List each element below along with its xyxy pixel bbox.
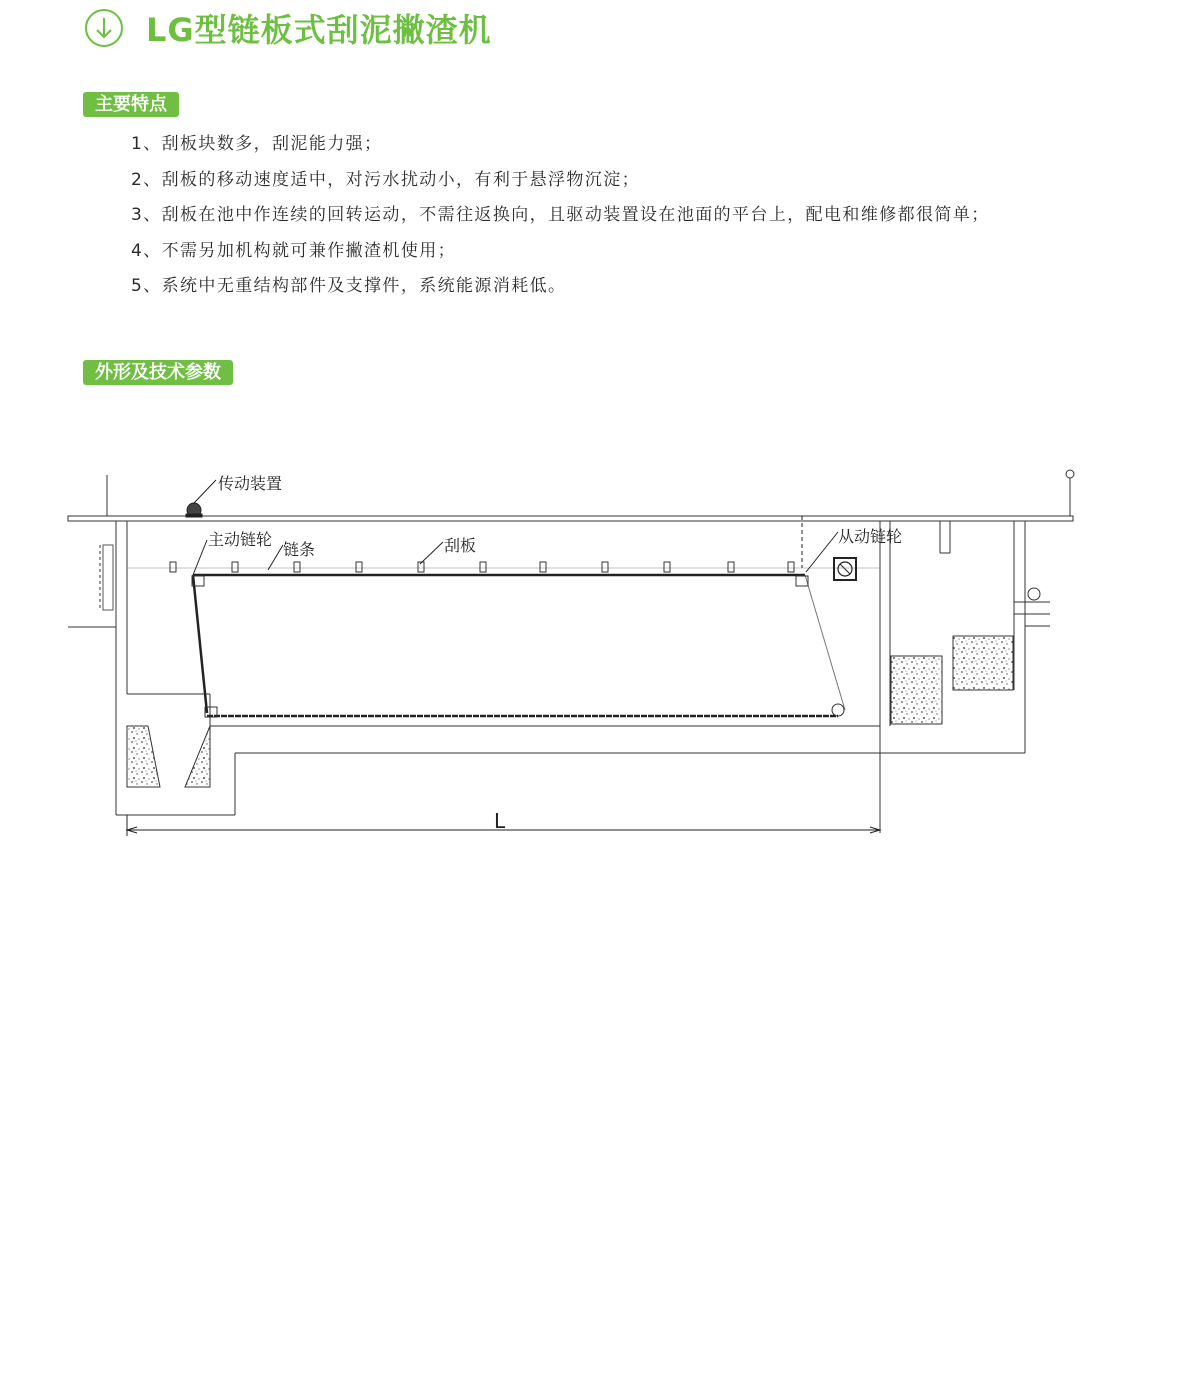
features-section-label: 主要特点 [83,92,179,117]
chain-loop [170,562,845,717]
label-drive: 传动装置 [218,474,283,493]
drive-unit [186,503,202,517]
label-length: L [494,809,506,833]
params-section-label: 外形及技术参数 [83,360,233,385]
feature-item: 3、刮板在池中作连续的回转运动，不需往返换向，且驱动装置设在池面的平台上，配电和维修都很简单； [131,205,990,225]
label-main-sprocket: 主动链轮 [208,530,273,549]
page-title: LG型链板式刮泥撇渣机 [146,11,492,49]
label-chain: 链条 [283,540,316,559]
feature-item: 2、刮板的移动速度适中，对污水扰动小，有利于悬浮物沉淀； [131,169,641,190]
label-scraper: 刮板 [444,536,477,555]
feature-item: 4、不需另加机构就可兼作撇渣机使用； [131,240,457,261]
driven-sprocket-box [834,558,856,580]
tank-structure [68,470,1074,833]
label-driven-sprocket: 从动链轮 [838,527,903,546]
feature-item: 5、系统中无重结构部件及支撑件，系统能源消耗低。 [131,276,567,296]
feature-item: 1、刮板块数多，刮泥能力强； [131,134,383,154]
